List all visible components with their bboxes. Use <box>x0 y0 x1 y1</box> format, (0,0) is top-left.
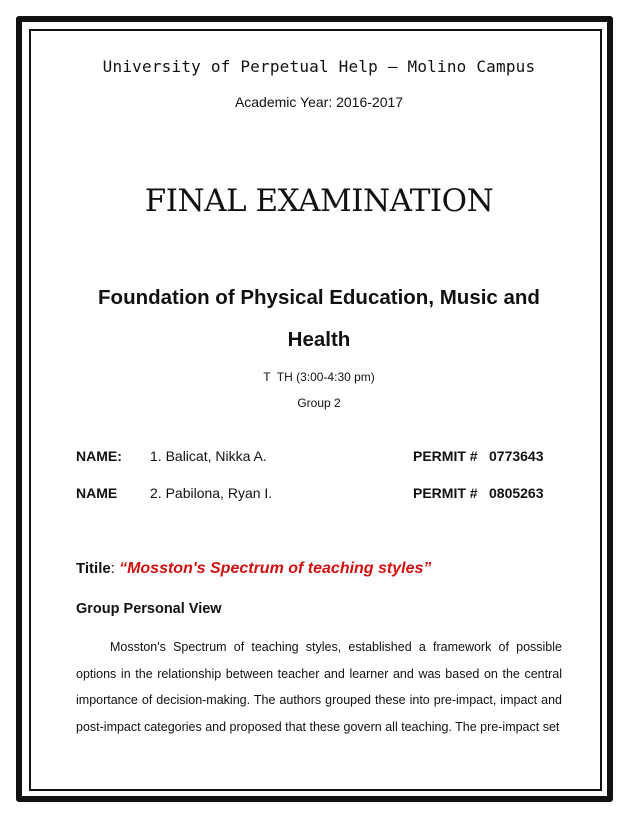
paper-title: “Mosston's Spectrum of teaching styles” <box>119 560 432 577</box>
course-title-line2: Health <box>287 328 351 351</box>
student1-name: 1. Balicat, Nikka A. <box>150 448 267 464</box>
course-group: Group 2 <box>297 396 341 410</box>
student2-name-label: NAME <box>76 485 118 501</box>
student2-permit-label: PERMIT # <box>413 485 478 501</box>
student1-permit-number: 0773643 <box>489 448 544 464</box>
section-heading: Group Personal View <box>76 601 222 617</box>
university-name: University of Perpetual Help – Molino Campus <box>102 57 536 76</box>
paper-title-row <box>76 560 431 578</box>
student2-name: 2. Pabilona, Ryan I. <box>150 485 273 501</box>
paper-title-colon: : <box>110 560 115 577</box>
course-title-line1: Foundation of Physical Education, Music and <box>98 286 540 309</box>
body-paragraph: Mosston's Spectrum of teaching styles, established a framework of possible options in the relationship between teacher and learner and was based on the central importance of decision-making. The authors grouped these into pre-impact, impact and post-impact categories and proposed that these govern all teaching. The pre-impact set <box>76 640 562 734</box>
student1-permit-label: PERMIT # <box>413 448 478 464</box>
student1-name-label: NAME: <box>76 448 122 464</box>
paper-title-label: Titile <box>76 560 111 577</box>
academic-year: Academic Year: 2016-2017 <box>234 94 404 110</box>
student2-permit-number: 0805263 <box>489 485 544 501</box>
course-title <box>0 277 638 361</box>
course-schedule: T TH (3:00-4:30 pm) <box>263 370 375 384</box>
exam-title: FINAL EXAMINATION <box>144 183 494 219</box>
